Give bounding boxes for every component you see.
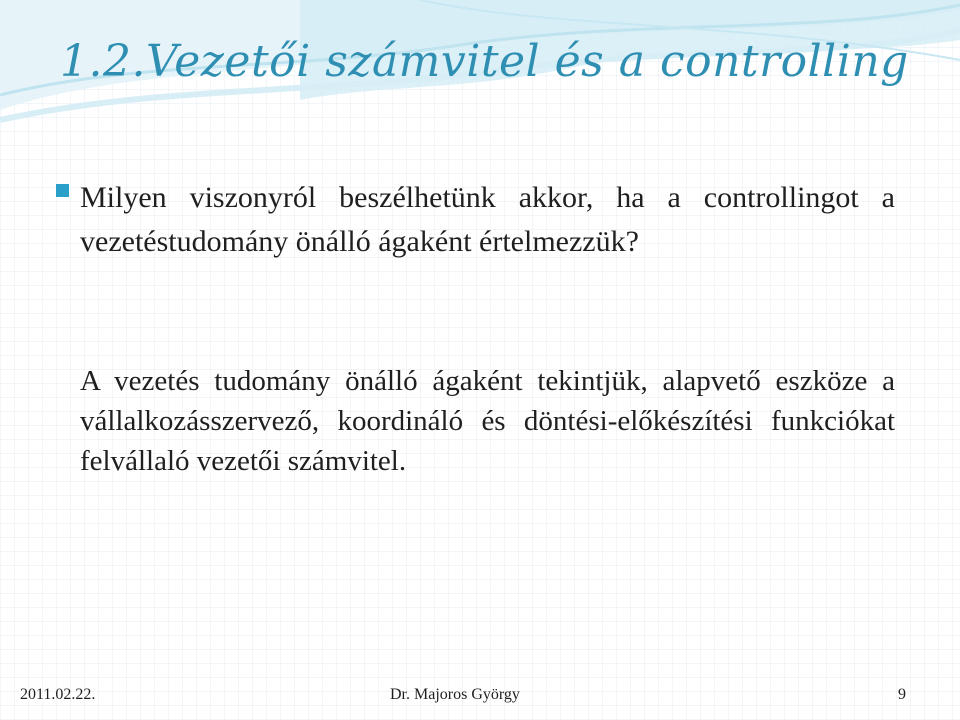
slide-title: 1.2.Vezetői számvitel és a controlling (60, 36, 909, 87)
footer-date: 2011.02.22. (20, 686, 96, 703)
answer-paragraph: A vezetés tudomány önálló ágaként tekintjük, alapvető eszköze a vállalkozásszervező, koordináló és döntési-előkészítési funkciókat felvállaló vezetői számvitel. (80, 365, 895, 477)
page-number: 9 (898, 686, 906, 703)
bullet-square-icon (56, 184, 69, 197)
footer-author: Dr. Majoros György (390, 686, 520, 703)
bullet-question: Milyen viszonyról beszélhetünk akkor, ha a controllingot a vezetéstudomány önálló ágaként értelmezzük? (80, 181, 895, 258)
